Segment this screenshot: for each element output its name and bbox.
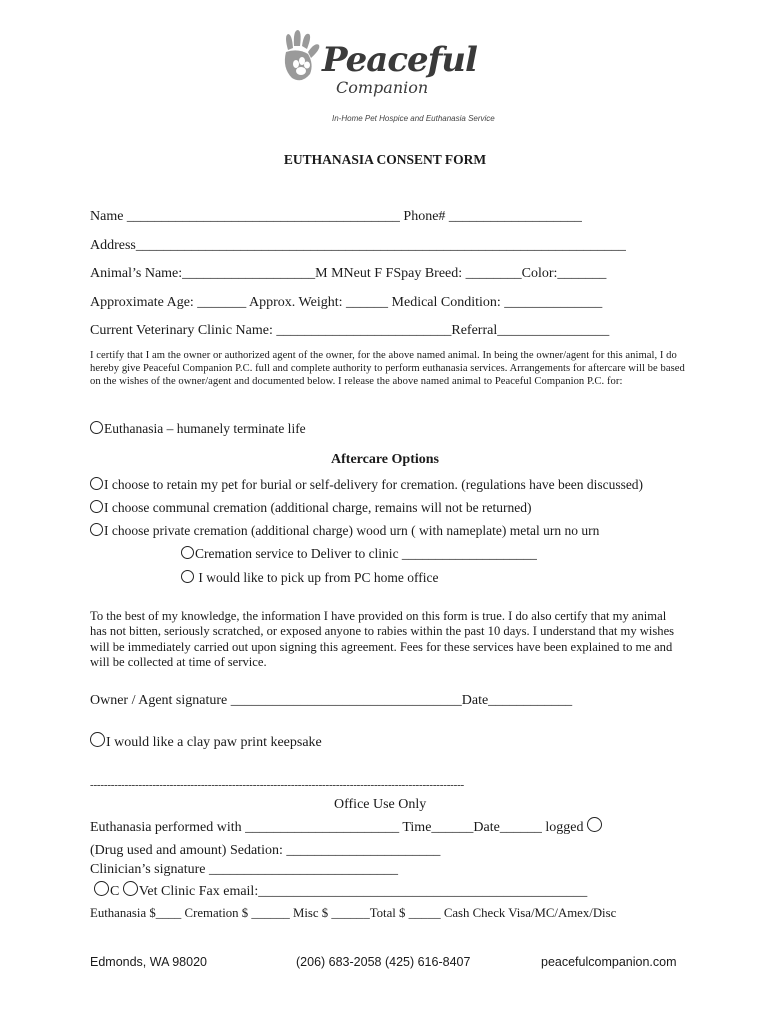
pickup-label: I would like to pick up from PC home office <box>195 570 439 585</box>
aftercare-option-private[interactable] <box>90 523 599 539</box>
deliver-radio[interactable] <box>181 546 194 559</box>
c-radio[interactable] <box>94 881 109 896</box>
private-radio[interactable] <box>90 523 103 536</box>
deliver-label: Cremation service to Deliver to clinic ____________________ <box>195 546 537 561</box>
footer-website[interactable]: peacefulcompanion.com <box>541 955 677 969</box>
clay-paw-option[interactable] <box>90 732 322 751</box>
retain-label: I choose to retain my pet for burial or self-delivery for cremation. (regulations have been discussed) <box>104 477 644 492</box>
divider: ------------------------------------------------------------------------------------------------------------ <box>90 779 465 791</box>
c-label: C <box>110 884 120 899</box>
knowledge-paragraph: To the best of my knowledge, the information I have provided on this form is true. I do also certify that my animal has not bitten, seriously scratched, or exposed anyone to rabies within the past 10 days. I understand that my wishes will be immediately carried out upon signing this agreement. Fees for these services have been explained to me and will be collected at time of service. <box>90 609 675 670</box>
communal-label: I choose communal cremation (additional charge, remains will not be returned) <box>104 500 532 515</box>
office-heading: Office Use Only <box>334 797 427 812</box>
logo-tagline: In-Home Pet Hospice and Euthanasia Service <box>332 114 495 123</box>
aftercare-option-communal[interactable] <box>90 500 531 516</box>
private-sub-pickup[interactable] <box>181 570 438 586</box>
euthanasia-option[interactable] <box>90 421 306 437</box>
fax-radio[interactable] <box>123 881 138 896</box>
logged-radio[interactable] <box>587 817 602 832</box>
private-sub-deliver[interactable] <box>181 546 537 562</box>
aftercare-option-retain[interactable] <box>90 477 643 493</box>
animal-info-field[interactable]: Animal’s Name:___________________M MNeut F FSpay Breed: ________Color:_______ <box>90 266 607 281</box>
logo-name: Peaceful <box>322 40 477 80</box>
form-title: EUTHANASIA CONSENT FORM <box>283 152 487 167</box>
fax-label: Vet Clinic Fax email:_______________________________________________ <box>138 884 588 899</box>
clinician-signature-field[interactable]: Clinician’s signature ___________________________ <box>90 862 398 877</box>
age-weight-field[interactable]: Approximate Age: _______ Approx. Weight: ______ Medical Condition: ______________ <box>90 295 603 310</box>
address-field[interactable]: Address______________________________________________________________________ <box>90 238 626 253</box>
name-phone-field[interactable]: Name _______________________________________ Phone# ___________________ <box>90 209 582 224</box>
drug-field[interactable]: (Drug used and amount) Sedation: ______________________ <box>90 843 441 858</box>
fees-row[interactable]: Euthanasia $____ Cremation $ ______ Misc $ ______Total $ _____ Cash Check Visa/MC/Amex/Disc <box>90 906 617 920</box>
performed-label: Euthanasia performed with ______________________ Time______Date______ logged <box>90 820 584 835</box>
clinic-referral-field[interactable]: Current Veterinary Clinic Name: _________________________Referral________________ <box>90 323 610 338</box>
communal-radio[interactable] <box>90 500 103 513</box>
footer-phones: (206) 683-2058 (425) 616-8407 <box>296 955 471 969</box>
euthanasia-performed-field[interactable] <box>90 817 603 836</box>
retain-radio[interactable] <box>90 477 103 490</box>
logo <box>278 28 498 128</box>
logo-subname: Companion <box>336 78 429 97</box>
aftercare-heading: Aftercare Options <box>331 452 439 467</box>
private-label: I choose private cremation (additional charge) wood urn ( with nameplate) metal urn no urn <box>104 523 600 538</box>
owner-signature-field[interactable]: Owner / Agent signature _________________________________Date____________ <box>90 693 573 708</box>
pickup-radio[interactable] <box>181 570 194 583</box>
fax-row[interactable] <box>94 881 587 900</box>
certify-paragraph: I certify that I am the owner or authorized agent of the owner, for the above named animal. In being the owner/agent for this animal, I do hereby give Peaceful Companion P.C. full and complete authority to perform euthanasia services. Arrangements for aftercare will be based on the wishes of the owner/agent and documented below. I release the above named animal to Peaceful Companion P.C. for: <box>90 350 685 387</box>
footer-address: Edmonds, WA 98020 <box>90 955 207 969</box>
clay-label: I would like a clay paw print keepsake <box>106 735 322 750</box>
clay-radio[interactable] <box>90 732 105 747</box>
hand-paw-icon <box>278 28 328 88</box>
euthanasia-label: Euthanasia – humanely terminate life <box>104 421 306 436</box>
euthanasia-radio[interactable] <box>90 421 103 434</box>
